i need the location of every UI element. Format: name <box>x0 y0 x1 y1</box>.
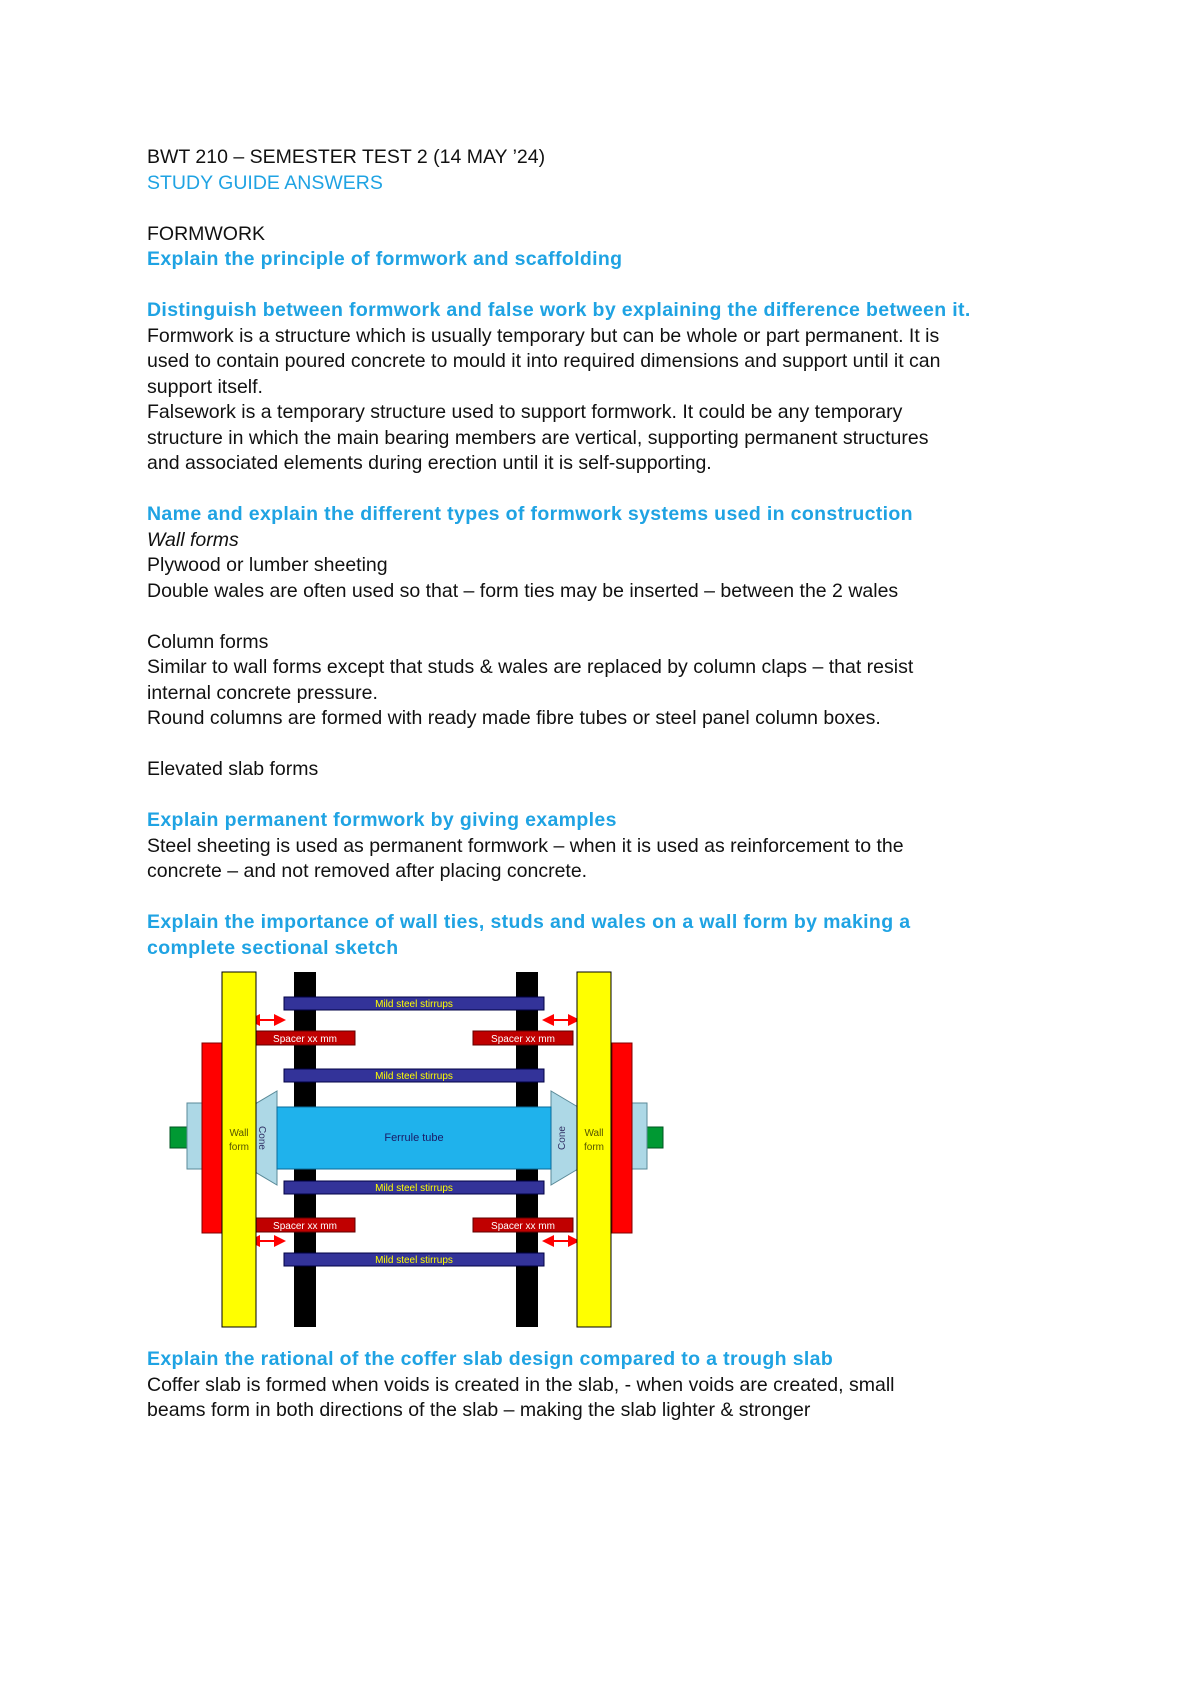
wale-left <box>202 1043 222 1233</box>
section-heading: FORMWORK <box>147 222 266 245</box>
question-heading-wall-ties: Explain the importance of wall ties, studs and wales on a wall form by making a <box>147 911 911 933</box>
document-page <box>147 145 1067 1424</box>
answer-line: Double wales are often used so that – form ties may be inserted – between the 2 wales <box>147 579 899 602</box>
subheading-column-forms: Column forms <box>147 630 269 653</box>
answer-line: and associated elements during erection until it is self-supporting. <box>147 452 712 474</box>
spacer-label: Spacer xx mm <box>491 1034 555 1045</box>
tie-end-plate-left <box>170 1127 187 1148</box>
spacer-label: Spacer xx mm <box>491 1221 555 1232</box>
answer-line: structure in which the main bearing members are vertical, supporting permanent structures <box>147 426 929 449</box>
wall-form-sectional-sketch <box>167 969 667 1333</box>
stirrup-label: Mild steel stirrups <box>375 1071 453 1082</box>
wall-form-label: form <box>584 1142 604 1153</box>
answer-line: Coffer slab is formed when voids is created in the slab, - when voids are created, small <box>147 1373 895 1396</box>
answer-line: Formwork is a structure which is usually temporary but can be whole or part permanent. It is <box>147 324 940 347</box>
question-heading-permanent-formwork: Explain permanent formwork by giving examples <box>147 809 617 831</box>
answer-line: Falsework is a temporary structure used to support formwork. It could be any temporary <box>147 401 903 423</box>
answer-line: internal concrete pressure. <box>147 681 378 704</box>
answer-line: Round columns are formed with ready made fibre tubes or steel panel column boxes. <box>147 707 881 729</box>
wall-form-label: Wall <box>584 1128 604 1139</box>
question-heading-principle: Explain the principle of formwork and scaffolding <box>147 248 623 270</box>
question-heading-coffer-slab: Explain the rational of the coffer slab design compared to a trough slab <box>147 1348 834 1370</box>
question-heading-formwork-falsework: Distinguish between formwork and false work by explaining the difference between it. <box>147 299 971 321</box>
question-heading-formwork-types: Name and explain the different types of formwork systems used in construction <box>147 503 913 525</box>
stirrup-label: Mild steel stirrups <box>375 1183 453 1194</box>
stirrup-label: Mild steel stirrups <box>375 999 453 1010</box>
wale-right <box>612 1043 632 1233</box>
spacer-label: Spacer xx mm <box>273 1034 337 1045</box>
answer-line: Steel sheeting is used as permanent formwork – when it is used as reinforcement to the <box>147 834 904 857</box>
wall-form-label: Wall <box>229 1128 249 1139</box>
doc-subtitle: STUDY GUIDE ANSWERS <box>147 171 383 194</box>
answer-line: support itself. <box>147 375 263 398</box>
answer-line: used to contain poured concrete to mould it into required dimensions and support until it can <box>147 350 941 372</box>
stirrup-label: Mild steel stirrups <box>375 1255 453 1266</box>
washer-left <box>187 1103 202 1169</box>
subheading-wall-forms: Wall forms <box>147 528 239 551</box>
spacer-label: Spacer xx mm <box>273 1221 337 1232</box>
washer-right <box>632 1103 647 1169</box>
tie-end-plate-right <box>646 1127 663 1148</box>
answer-line: Similar to wall forms except that studs & wales are replaced by column claps – that resist <box>147 656 914 678</box>
cone-label: Cone <box>557 1126 568 1150</box>
question-heading-wall-ties-cont: complete sectional sketch <box>147 936 399 959</box>
answer-line: beams form in both directions of the slab – making the slab lighter & stronger <box>147 1399 811 1421</box>
ferrule-tube-label: Ferrule tube <box>384 1132 444 1144</box>
answer-line: concrete – and not removed after placing concrete. <box>147 860 588 882</box>
subheading-elevated-slab-forms: Elevated slab forms <box>147 758 319 780</box>
cone-label: Cone <box>256 1126 267 1150</box>
answer-line: Plywood or lumber sheeting <box>147 554 388 576</box>
doc-title: BWT 210 – SEMESTER TEST 2 (14 MAY ’24) <box>147 146 546 168</box>
wall-form-label: form <box>229 1142 249 1153</box>
